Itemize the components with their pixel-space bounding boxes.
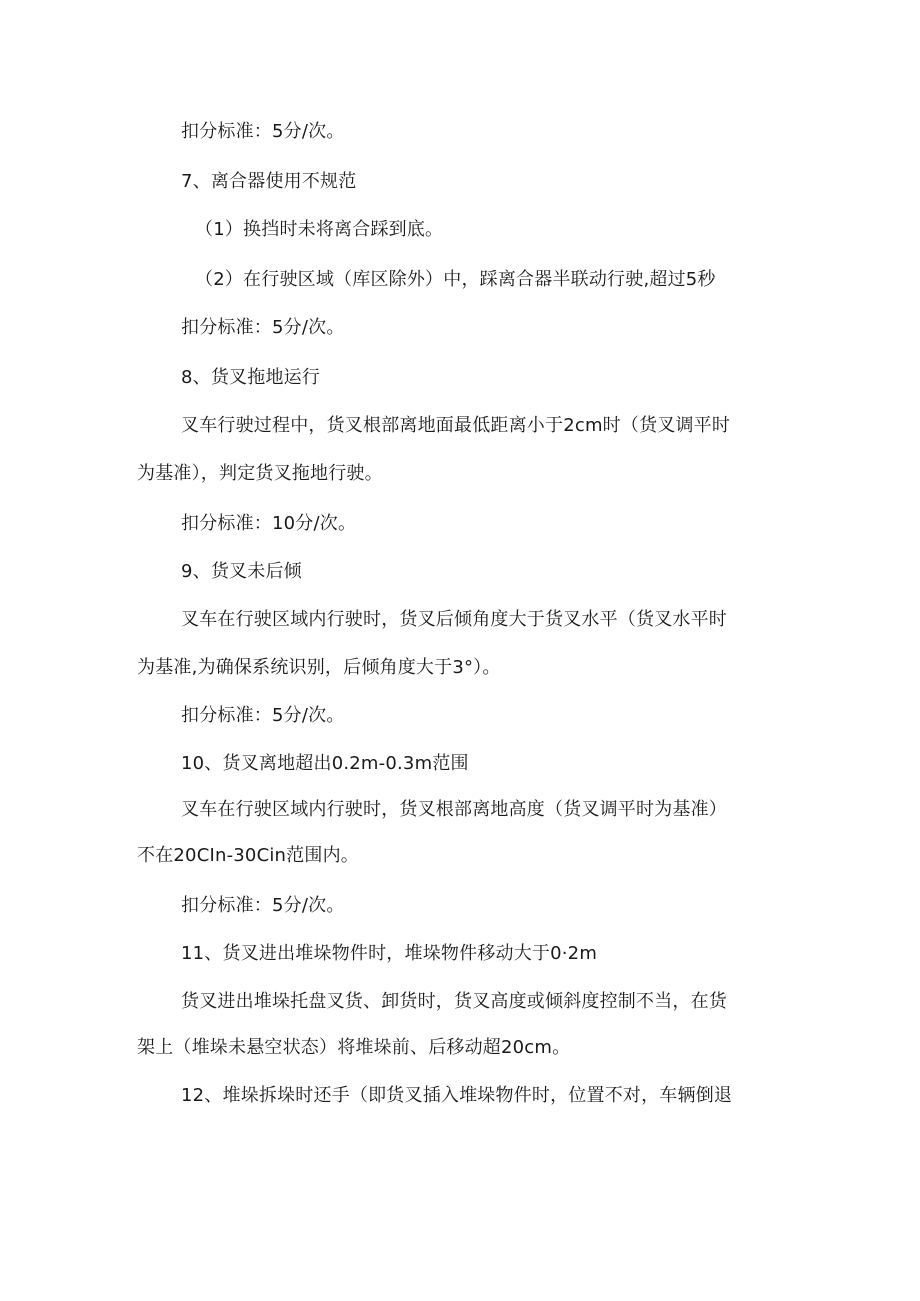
paragraph-line: 叉车行驶过程中，货叉根部离地面最低距离小于2cm时（货叉调平时 <box>181 415 731 436</box>
sub-item-1: （1）换挡时未将离合踩到底。 <box>195 219 444 240</box>
deduction-standard-line: 扣分标准：10分/次。 <box>181 513 357 534</box>
deduction-standard-line: 扣分标准：5分/次。 <box>181 705 345 726</box>
section-heading-7: 7、离合器使用不规范 <box>181 171 357 192</box>
deduction-standard-line: 扣分标准：5分/次。 <box>181 317 345 338</box>
paragraph-line: 为基准,为确保系统识别，后倾角度大于3°）。 <box>137 657 501 678</box>
section-heading-12: 12、堆垛拆垛时还手（即货叉插入堆垛物件时，位置不对，车辆倒退 <box>181 1085 733 1106</box>
deduction-standard-line: 扣分标准：5分/次。 <box>181 895 345 916</box>
paragraph-line: 货叉进出堆垛托盘叉货、卸货时，货叉高度或倾斜度控制不当，在货 <box>181 991 727 1012</box>
paragraph-line: 叉车在行驶区域内行驶时，货叉后倾角度大于货叉水平（货叉水平时 <box>181 609 727 630</box>
paragraph-line: 为基准），判定货叉拖地行驶。 <box>137 463 383 484</box>
deduction-standard-line: 扣分标准：5分/次。 <box>181 121 345 142</box>
section-heading-11: 11、货叉进出堆垛物件时，堆垛物件移动大于0·2m <box>181 943 598 964</box>
section-heading-9: 9、货叉未后倾 <box>181 561 302 582</box>
section-heading-8: 8、货叉拖地运行 <box>181 367 321 388</box>
paragraph-line: 叉车在行驶区域内行驶时，货叉根部离地高度（货叉调平时为基准） <box>181 799 727 820</box>
paragraph-line: 不在20CIn-30Cin范围内。 <box>137 845 359 866</box>
section-heading-10: 10、货叉离地超出0.2m-0.3m范围 <box>181 753 469 774</box>
sub-item-2: （2）在行驶区域（库区除外）中，踩离合器半联动行驶,超过5秒 <box>195 269 716 290</box>
paragraph-line: 架上（堆垛未悬空状态）将堆垛前、后移动超20cm。 <box>137 1037 571 1058</box>
